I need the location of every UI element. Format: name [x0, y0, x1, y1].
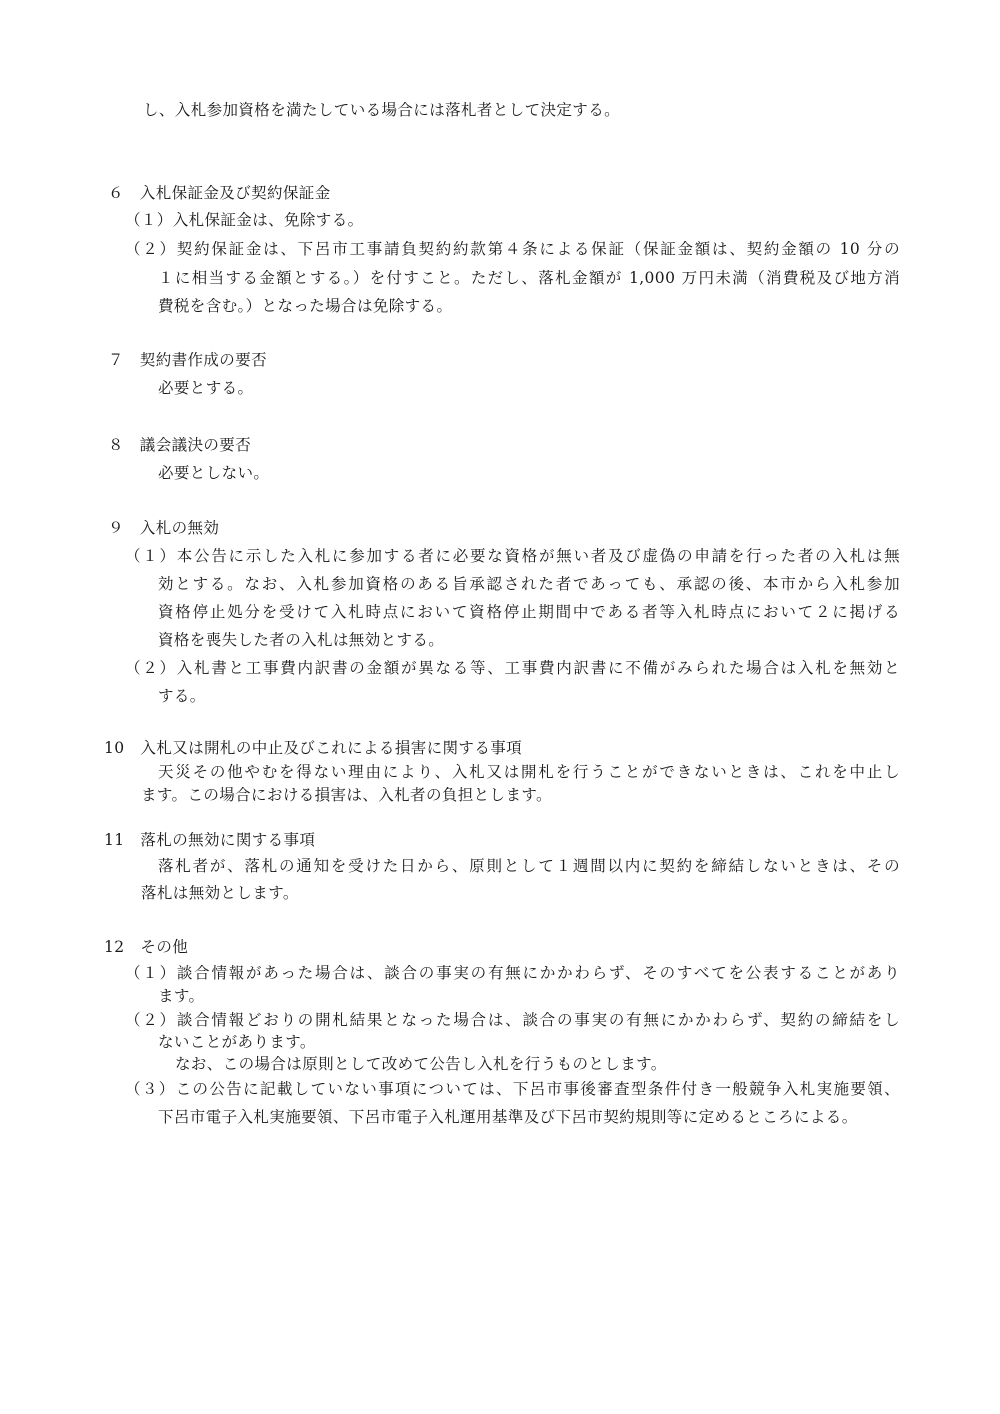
section-10-body-line-1: 天災その他やむを得ない理由により、入札又は開札を行うことができないときは、これを中止し — [158, 763, 900, 781]
section-9-item-2-line-1: （２）入札書と工事費内訳書の金額が異なる等、工事費内訳書に不備がみられた場合は入札を無効と — [125, 659, 900, 677]
carry-over-text: し、入札参加資格を満たしている場合には落札者として決定する。 — [143, 101, 621, 119]
section-6-item-2-line-2: １に相当する金額とする。）を付すこと。ただし、落札金額が 1,000 万円未満（消費税及び地方消 — [158, 269, 900, 287]
section-12-item-2-line-1: （２）談合情報どおりの開札結果となった場合は、談合の事実の有無にかかわらず、契約の締結をし — [125, 1011, 900, 1029]
section-12-item-3-line-1: （３）この公告に記載していない事項については、下呂市事後審査型条件付き一般競争入札実施要領、 — [125, 1080, 900, 1098]
section-10-heading: 10 入札又は開札の中止及びこれによる損害に関する事項 — [104, 739, 523, 757]
section-10-body-line-2: ます。この場合における損害は、入札者の負担とします。 — [141, 786, 552, 804]
section-6-item-1: （１）入札保証金は、免除する。 — [125, 211, 364, 229]
section-12-item-2-line-3: なお、この場合は原則として改めて公告し入札を行うものとします。 — [175, 1055, 667, 1073]
section-11-heading: 11 落札の無効に関する事項 — [104, 831, 316, 849]
section-7-heading: ７ 契約書作成の要否 — [108, 351, 268, 369]
section-12-item-2-line-2: ないことがあります。 — [158, 1033, 316, 1051]
section-6-item-2-line-1: （２）契約保証金は、下呂市工事請負契約約款第４条による保証（保証金額は、契約金額の 10 分の — [125, 240, 900, 258]
section-7-body: 必要とする。 — [158, 379, 254, 397]
section-8-body: 必要としない。 — [158, 464, 270, 482]
section-12-heading: 12 その他 — [104, 938, 189, 956]
section-12-item-1-line-2: ます。 — [158, 987, 205, 1005]
section-9-heading: ９ 入札の無効 — [108, 519, 220, 537]
section-11-body-line-1: 落札者が、落札の通知を受けた日から、原則として１週間以内に契約を締結しないときは、その — [158, 857, 900, 875]
section-8-heading: ８ 議会議決の要否 — [108, 436, 252, 454]
section-9-item-1-line-4: 資格を喪失した者の入札は無効とする。 — [158, 631, 445, 649]
section-9-item-1-line-2: 効とする。なお、入札参加資格のある旨承認された者であっても、承認の後、本市から入札参加 — [158, 575, 900, 593]
section-9-item-1-line-1: （１）本公告に示した入札に参加する者に必要な資格が無い者及び虚偽の申請を行った者の入札は無 — [125, 547, 900, 565]
section-12-item-3-line-2: 下呂市電子入札実施要領、下呂市電子入札運用基準及び下呂市契約規則等に定めるところによる。 — [158, 1108, 858, 1126]
section-6-item-2-line-3: 費税を含む。）となった場合は免除する。 — [158, 297, 453, 315]
section-9-item-2-line-2: する。 — [158, 687, 206, 705]
section-12-item-1-line-1: （１）談合情報があった場合は、談合の事実の有無にかかわらず、そのすべてを公表することがあり — [125, 964, 900, 982]
section-11-body-line-2: 落札は無効とします。 — [141, 884, 299, 902]
section-9-item-1-line-3: 資格停止処分を受けて入札時点において資格停止期間中である者等入札時点において２に掲げる — [158, 603, 900, 621]
section-6-heading: ６ 入札保証金及び契約保証金 — [108, 184, 331, 202]
